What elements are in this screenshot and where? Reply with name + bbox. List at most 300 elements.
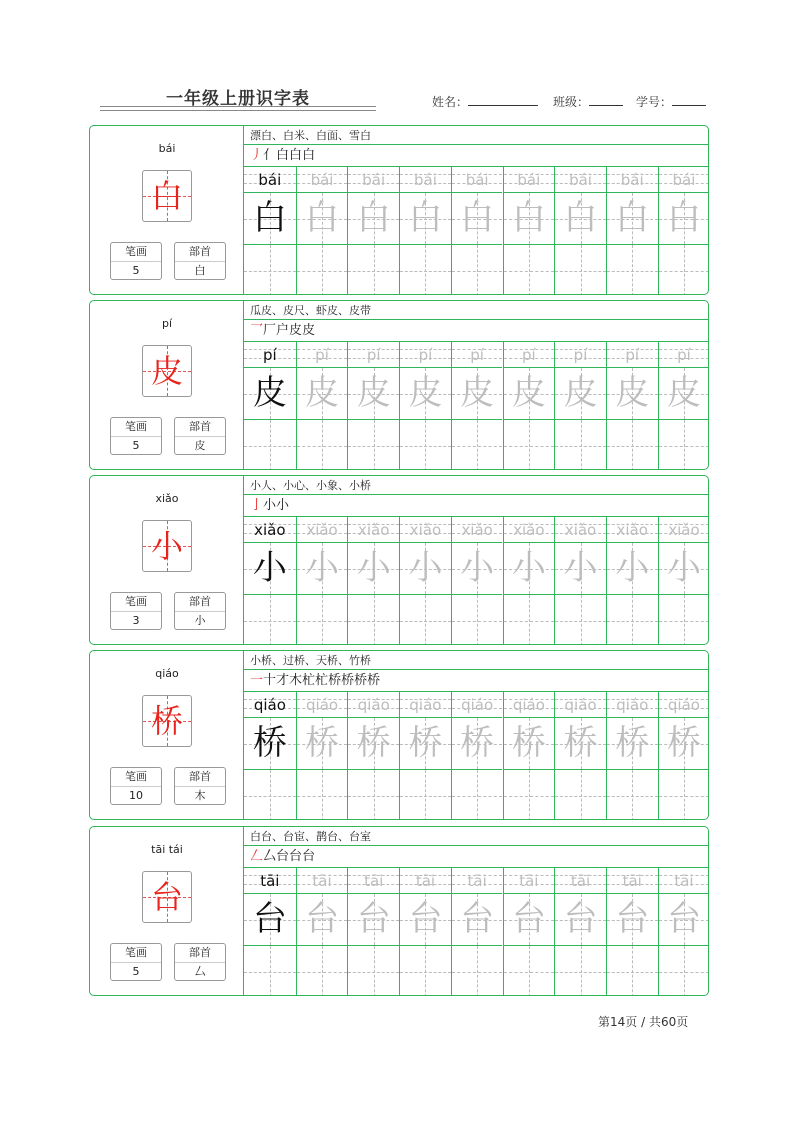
student-id-label: 学号： xyxy=(636,95,673,109)
student-id-blank[interactable] xyxy=(672,93,706,106)
tracing-cell[interactable] xyxy=(555,718,606,770)
tracing-cell[interactable] xyxy=(555,543,606,595)
pinyin-cell[interactable] xyxy=(555,167,606,193)
stroke-count-label: 笔画 xyxy=(111,243,161,262)
practice-column[interactable] xyxy=(296,342,348,470)
practice-character: 台 xyxy=(511,899,546,939)
practice-column[interactable] xyxy=(296,692,348,820)
stroke-step: 白 xyxy=(276,148,290,163)
stroke-order xyxy=(244,145,709,167)
tracing-cell[interactable] xyxy=(400,894,451,946)
practice-character: 台 xyxy=(305,899,340,939)
practice-character: 台 xyxy=(356,899,391,939)
writing-cell[interactable] xyxy=(348,595,399,645)
practice-character: 桥 xyxy=(615,723,650,763)
pinyin: pí xyxy=(161,317,173,330)
practice-pinyin: bái xyxy=(258,171,282,189)
stroke-step: 𠃋 xyxy=(250,849,264,864)
practice-pinyin: pí xyxy=(315,346,329,364)
practice-column[interactable] xyxy=(554,342,606,470)
practice-column[interactable] xyxy=(347,868,399,996)
practice-column[interactable] xyxy=(347,167,399,295)
card-info-panel xyxy=(90,476,244,644)
radical-box xyxy=(174,592,226,630)
pinyin-cell[interactable] xyxy=(607,868,658,894)
tracing-cell[interactable] xyxy=(348,894,399,946)
writing-cell[interactable] xyxy=(400,420,451,470)
practice-character: 白 xyxy=(460,198,495,238)
writing-cell[interactable] xyxy=(348,770,399,820)
practice-column[interactable] xyxy=(347,342,399,470)
pinyin-cell[interactable] xyxy=(607,692,658,718)
practice-pinyin: tāi xyxy=(467,872,487,890)
pinyin-cell[interactable] xyxy=(452,167,503,193)
pinyin-cell[interactable] xyxy=(555,517,606,543)
practice-pinyin: pí xyxy=(573,346,588,364)
radical-value: 白 xyxy=(194,264,206,277)
pinyin-cell[interactable] xyxy=(504,517,555,543)
radical-value: 厶 xyxy=(194,965,206,978)
practice-column[interactable] xyxy=(451,167,503,295)
pinyin-cell[interactable] xyxy=(452,517,503,543)
practice-pinyin: xiǎo xyxy=(409,521,442,539)
writing-cell[interactable] xyxy=(607,946,658,996)
practice-character: 台 xyxy=(666,899,701,939)
stroke-step: 白 xyxy=(302,148,316,163)
radical-box xyxy=(174,242,226,280)
practice-character: 小 xyxy=(305,548,340,588)
practice-column[interactable] xyxy=(606,167,658,295)
practice-column[interactable] xyxy=(347,517,399,645)
writing-cell[interactable] xyxy=(659,595,709,645)
stroke-count-value: 5 xyxy=(132,264,140,277)
practice-pinyin: xiǎo xyxy=(461,521,493,539)
character-card xyxy=(89,125,709,295)
practice-pinyin: tāi xyxy=(312,872,332,890)
title-underline-double xyxy=(100,110,376,111)
writing-cell[interactable] xyxy=(555,595,606,645)
stroke-step: 厂 xyxy=(263,323,277,338)
radical-box xyxy=(174,943,226,981)
tracing-cell[interactable] xyxy=(297,718,348,770)
pinyin-cell[interactable] xyxy=(504,167,555,193)
example-words: 漂白、白米、白面、雪白 xyxy=(244,126,709,145)
writing-cell[interactable] xyxy=(244,595,296,645)
practice-column[interactable] xyxy=(244,167,296,295)
tracing-cell[interactable] xyxy=(504,543,555,595)
stroke-count-label: 笔画 xyxy=(111,768,161,787)
pinyin-cell[interactable] xyxy=(607,517,658,543)
practice-character: 小 xyxy=(511,548,546,588)
example-words: 瓜皮、皮尺、虾皮、皮带 xyxy=(244,301,709,320)
practice-pinyin: bái xyxy=(672,171,696,189)
pinyin-cell[interactable] xyxy=(555,692,606,718)
radical-label: 部首 xyxy=(175,243,225,262)
tracing-cell[interactable] xyxy=(555,368,606,420)
radical-box xyxy=(174,767,226,805)
tracing-cell[interactable] xyxy=(504,718,555,770)
writing-cell[interactable] xyxy=(297,245,348,295)
writing-cell[interactable] xyxy=(244,946,296,996)
practice-column[interactable] xyxy=(244,517,296,645)
tracing-cell[interactable] xyxy=(452,543,503,595)
practice-column[interactable] xyxy=(451,868,503,996)
practice-character: 白 xyxy=(563,198,598,238)
stroke-step: 亻 xyxy=(263,148,277,163)
writing-cell[interactable] xyxy=(400,595,451,645)
radical-value: 木 xyxy=(194,789,206,802)
pinyin-cell[interactable] xyxy=(348,342,399,368)
practice-column[interactable] xyxy=(606,692,658,820)
character-box xyxy=(142,520,192,572)
pinyin-cell[interactable] xyxy=(504,342,555,368)
tracing-cell[interactable] xyxy=(504,193,555,245)
writing-cell[interactable] xyxy=(400,770,451,820)
writing-cell[interactable] xyxy=(297,946,348,996)
writing-cell[interactable] xyxy=(348,420,399,470)
tracing-cell[interactable] xyxy=(400,368,451,420)
writing-cell[interactable] xyxy=(452,770,503,820)
pinyin-cell[interactable] xyxy=(297,868,348,894)
writing-cell[interactable] xyxy=(244,245,296,295)
practice-column[interactable] xyxy=(296,868,348,996)
stroke-step: 十 xyxy=(263,673,277,688)
practice-column[interactable] xyxy=(399,692,451,820)
practice-character: 桥 xyxy=(460,723,495,763)
pinyin-cell[interactable] xyxy=(297,167,348,193)
practice-character: 皮 xyxy=(460,373,495,413)
writing-cell[interactable] xyxy=(607,245,658,295)
practice-column[interactable] xyxy=(244,692,296,820)
pinyin-cell[interactable] xyxy=(244,692,296,718)
class-blank[interactable] xyxy=(589,93,623,106)
writing-cell[interactable] xyxy=(607,595,658,645)
practice-column[interactable] xyxy=(503,517,555,645)
practice-pinyin: tāi xyxy=(415,872,436,890)
practice-column[interactable] xyxy=(503,167,555,295)
practice-column[interactable] xyxy=(399,517,451,645)
practice-column[interactable] xyxy=(503,868,555,996)
pinyin-cell[interactable] xyxy=(244,868,296,894)
tracing-cell[interactable] xyxy=(348,368,399,420)
tracing-cell[interactable] xyxy=(504,894,555,946)
stroke-step: 桥 xyxy=(367,673,381,688)
practice-character: 桥 xyxy=(666,723,701,763)
pinyin-cell[interactable] xyxy=(452,692,503,718)
tracing-cell[interactable] xyxy=(555,193,606,245)
pinyin-cell[interactable] xyxy=(400,342,451,368)
writing-cell[interactable] xyxy=(504,245,555,295)
pinyin-cell[interactable] xyxy=(504,692,555,718)
practice-column[interactable] xyxy=(503,342,555,470)
student-id-field[interactable] xyxy=(636,93,706,110)
practice-column[interactable] xyxy=(296,167,348,295)
tracing-cell[interactable] xyxy=(297,368,348,420)
pinyin-cell[interactable] xyxy=(297,517,348,543)
practice-column[interactable] xyxy=(503,692,555,820)
pinyin-cell[interactable] xyxy=(659,868,709,894)
writing-cell[interactable] xyxy=(452,595,503,645)
writing-cell[interactable] xyxy=(244,420,296,470)
practice-pinyin: bái xyxy=(569,171,592,189)
writing-cell[interactable] xyxy=(659,770,709,820)
practice-character: 桥 xyxy=(356,723,391,763)
main-character: 台 xyxy=(150,878,183,916)
practice-column[interactable] xyxy=(451,517,503,645)
writing-cell[interactable] xyxy=(297,770,348,820)
writing-cell[interactable] xyxy=(504,770,555,820)
writing-cell[interactable] xyxy=(244,770,296,820)
main-character: 白 xyxy=(150,177,183,215)
card-info-panel xyxy=(90,651,244,819)
practice-pinyin: xiǎo xyxy=(616,521,648,539)
tracing-cell[interactable] xyxy=(659,543,709,595)
tracing-cell[interactable] xyxy=(452,894,503,946)
pinyin-cell[interactable] xyxy=(659,342,709,368)
pinyin-cell[interactable] xyxy=(452,868,503,894)
card-info-panel xyxy=(90,126,244,294)
writing-cell[interactable] xyxy=(297,595,348,645)
stroke-count-value: 5 xyxy=(132,439,140,452)
practice-column[interactable] xyxy=(606,342,658,470)
main-character: 皮 xyxy=(150,352,183,390)
writing-cell[interactable] xyxy=(555,420,606,470)
tracing-cell[interactable] xyxy=(659,193,709,245)
pinyin-cell[interactable] xyxy=(244,517,296,543)
pinyin-cell[interactable] xyxy=(504,868,555,894)
practice-grid xyxy=(244,517,709,645)
tracing-cell[interactable] xyxy=(452,193,503,245)
practice-pinyin: qiáo xyxy=(409,696,442,714)
pinyin-cell[interactable] xyxy=(348,167,399,193)
stroke-step: 台 xyxy=(276,849,290,864)
tracing-cell[interactable] xyxy=(297,193,348,245)
name-label: 姓名： xyxy=(432,95,469,109)
practice-character: 皮 xyxy=(408,373,443,413)
radical-label: 部首 xyxy=(175,944,225,963)
tracing-cell[interactable] xyxy=(607,894,658,946)
stroke-order xyxy=(244,670,709,692)
practice-pinyin: bái xyxy=(413,171,437,189)
pinyin-cell[interactable] xyxy=(659,517,709,543)
pinyin-cell[interactable] xyxy=(400,692,451,718)
stroke-order xyxy=(244,320,709,342)
tracing-cell[interactable] xyxy=(297,894,348,946)
stroke-count-box xyxy=(110,943,162,981)
tracing-cell[interactable] xyxy=(244,193,296,245)
tracing-cell[interactable] xyxy=(348,718,399,770)
practice-column[interactable] xyxy=(244,342,296,470)
practice-character: 皮 xyxy=(615,373,650,413)
practice-character: 小 xyxy=(460,548,495,588)
practice-character: 小 xyxy=(356,548,391,588)
practice-column[interactable] xyxy=(554,167,606,295)
tracing-cell[interactable] xyxy=(659,368,709,420)
practice-column[interactable] xyxy=(554,517,606,645)
stroke-count-value: 5 xyxy=(132,965,140,978)
writing-cell[interactable] xyxy=(504,595,555,645)
pinyin-cell[interactable] xyxy=(244,167,296,193)
pinyin-cell[interactable] xyxy=(659,167,709,193)
pinyin: tāi tái xyxy=(151,843,183,856)
writing-cell[interactable] xyxy=(659,420,709,470)
card-info-panel xyxy=(90,301,244,469)
practice-pinyin: bái xyxy=(362,171,386,189)
tracing-cell[interactable] xyxy=(400,718,451,770)
main-character: 小 xyxy=(150,527,183,565)
practice-pinyin: pí xyxy=(677,346,691,364)
tracing-cell[interactable] xyxy=(452,718,503,770)
writing-cell[interactable] xyxy=(348,245,399,295)
practice-column[interactable] xyxy=(554,868,606,996)
page-title: 一年级上册识字表 xyxy=(166,89,310,109)
practice-character: 桥 xyxy=(408,723,443,763)
tracing-cell[interactable] xyxy=(297,543,348,595)
practice-column[interactable] xyxy=(399,342,451,470)
practice-column[interactable] xyxy=(658,692,709,820)
practice-pinyin: qiáo xyxy=(253,696,286,714)
pinyin-cell[interactable] xyxy=(400,167,451,193)
practice-character: 小 xyxy=(252,548,287,588)
tracing-cell[interactable] xyxy=(400,543,451,595)
practice-pinyin: qiáo xyxy=(357,696,390,714)
name-blank[interactable] xyxy=(468,93,538,106)
writing-cell[interactable] xyxy=(504,946,555,996)
writing-cell[interactable] xyxy=(555,946,606,996)
pinyin-cell[interactable] xyxy=(555,868,606,894)
tracing-cell[interactable] xyxy=(555,894,606,946)
pinyin-cell[interactable] xyxy=(348,868,399,894)
writing-cell[interactable] xyxy=(607,770,658,820)
character-card xyxy=(89,300,709,470)
writing-cell[interactable] xyxy=(555,770,606,820)
practice-column[interactable] xyxy=(399,868,451,996)
practice-column[interactable] xyxy=(658,868,709,996)
practice-pinyin: qiáo xyxy=(667,696,700,714)
pinyin-cell[interactable] xyxy=(659,692,709,718)
writing-cell[interactable] xyxy=(555,245,606,295)
stroke-step: 台 xyxy=(289,849,303,864)
tracing-cell[interactable] xyxy=(244,543,296,595)
tracing-cell[interactable] xyxy=(607,368,658,420)
name-field[interactable] xyxy=(432,93,538,110)
tracing-cell[interactable] xyxy=(452,368,503,420)
pinyin-cell[interactable] xyxy=(555,342,606,368)
practice-column[interactable] xyxy=(658,167,709,295)
practice-pinyin: qiáo xyxy=(306,696,339,714)
practice-column[interactable] xyxy=(347,692,399,820)
stroke-step: 丿 xyxy=(250,148,264,163)
tracing-cell[interactable] xyxy=(244,894,296,946)
pinyin-cell[interactable] xyxy=(400,868,451,894)
writing-cell[interactable] xyxy=(607,420,658,470)
practice-grid xyxy=(244,167,709,295)
practice-panel xyxy=(244,126,709,294)
practice-character: 台 xyxy=(615,899,650,939)
pinyin-cell[interactable] xyxy=(607,342,658,368)
writing-cell[interactable] xyxy=(400,245,451,295)
tracing-cell[interactable] xyxy=(348,543,399,595)
pinyin-cell[interactable] xyxy=(400,517,451,543)
practice-column[interactable] xyxy=(554,692,606,820)
card-info-panel xyxy=(90,827,244,995)
practice-pinyin: qiáo xyxy=(616,696,649,714)
class-field[interactable] xyxy=(553,93,623,110)
practice-column[interactable] xyxy=(658,342,709,470)
tracing-cell[interactable] xyxy=(400,193,451,245)
writing-cell[interactable] xyxy=(452,245,503,295)
writing-cell[interactable] xyxy=(659,245,709,295)
practice-column[interactable] xyxy=(296,517,348,645)
tracing-cell[interactable] xyxy=(348,193,399,245)
tracing-cell[interactable] xyxy=(244,368,296,420)
practice-character: 小 xyxy=(408,548,443,588)
tracing-cell[interactable] xyxy=(607,543,658,595)
stroke-count-box xyxy=(110,767,162,805)
radical-label: 部首 xyxy=(175,768,225,787)
writing-cell[interactable] xyxy=(297,420,348,470)
practice-character: 小 xyxy=(563,548,598,588)
practice-column[interactable] xyxy=(606,517,658,645)
stroke-step: 一 xyxy=(250,673,264,688)
stroke-step: 小 xyxy=(276,498,290,513)
tracing-cell[interactable] xyxy=(504,368,555,420)
tracing-cell[interactable] xyxy=(659,894,709,946)
class-label: 班级： xyxy=(553,95,590,109)
practice-column[interactable] xyxy=(451,342,503,470)
pinyin-cell[interactable] xyxy=(348,692,399,718)
stroke-step: 桥 xyxy=(341,673,355,688)
practice-character: 白 xyxy=(356,198,391,238)
writing-cell[interactable] xyxy=(452,946,503,996)
radical-value: 皮 xyxy=(194,439,206,452)
stroke-count-box xyxy=(110,592,162,630)
stroke-count-box xyxy=(110,242,162,280)
tracing-cell[interactable] xyxy=(659,718,709,770)
writing-cell[interactable] xyxy=(400,946,451,996)
practice-column[interactable] xyxy=(606,868,658,996)
writing-cell[interactable] xyxy=(659,946,709,996)
writing-cell[interactable] xyxy=(504,420,555,470)
practice-pinyin: qiáo xyxy=(564,696,597,714)
practice-column[interactable] xyxy=(399,167,451,295)
pinyin-cell[interactable] xyxy=(297,342,348,368)
practice-character: 桥 xyxy=(511,723,546,763)
stroke-order xyxy=(244,846,709,868)
tracing-cell[interactable] xyxy=(607,193,658,245)
practice-pinyin: pí xyxy=(470,346,484,364)
pinyin-cell[interactable] xyxy=(348,517,399,543)
practice-character: 皮 xyxy=(511,373,546,413)
character-box xyxy=(142,871,192,923)
writing-cell[interactable] xyxy=(348,946,399,996)
tracing-cell[interactable] xyxy=(607,718,658,770)
pinyin-cell[interactable] xyxy=(244,342,296,368)
writing-cell[interactable] xyxy=(452,420,503,470)
pinyin-cell[interactable] xyxy=(607,167,658,193)
practice-column[interactable] xyxy=(244,868,296,996)
practice-panel xyxy=(244,301,709,469)
practice-pinyin: xiǎo xyxy=(668,521,700,539)
stroke-order xyxy=(244,495,709,517)
pinyin-cell[interactable] xyxy=(297,692,348,718)
practice-column[interactable] xyxy=(451,692,503,820)
practice-character: 小 xyxy=(666,548,701,588)
character-box xyxy=(142,695,192,747)
tracing-cell[interactable] xyxy=(244,718,296,770)
pinyin-cell[interactable] xyxy=(452,342,503,368)
practice-column[interactable] xyxy=(658,517,709,645)
